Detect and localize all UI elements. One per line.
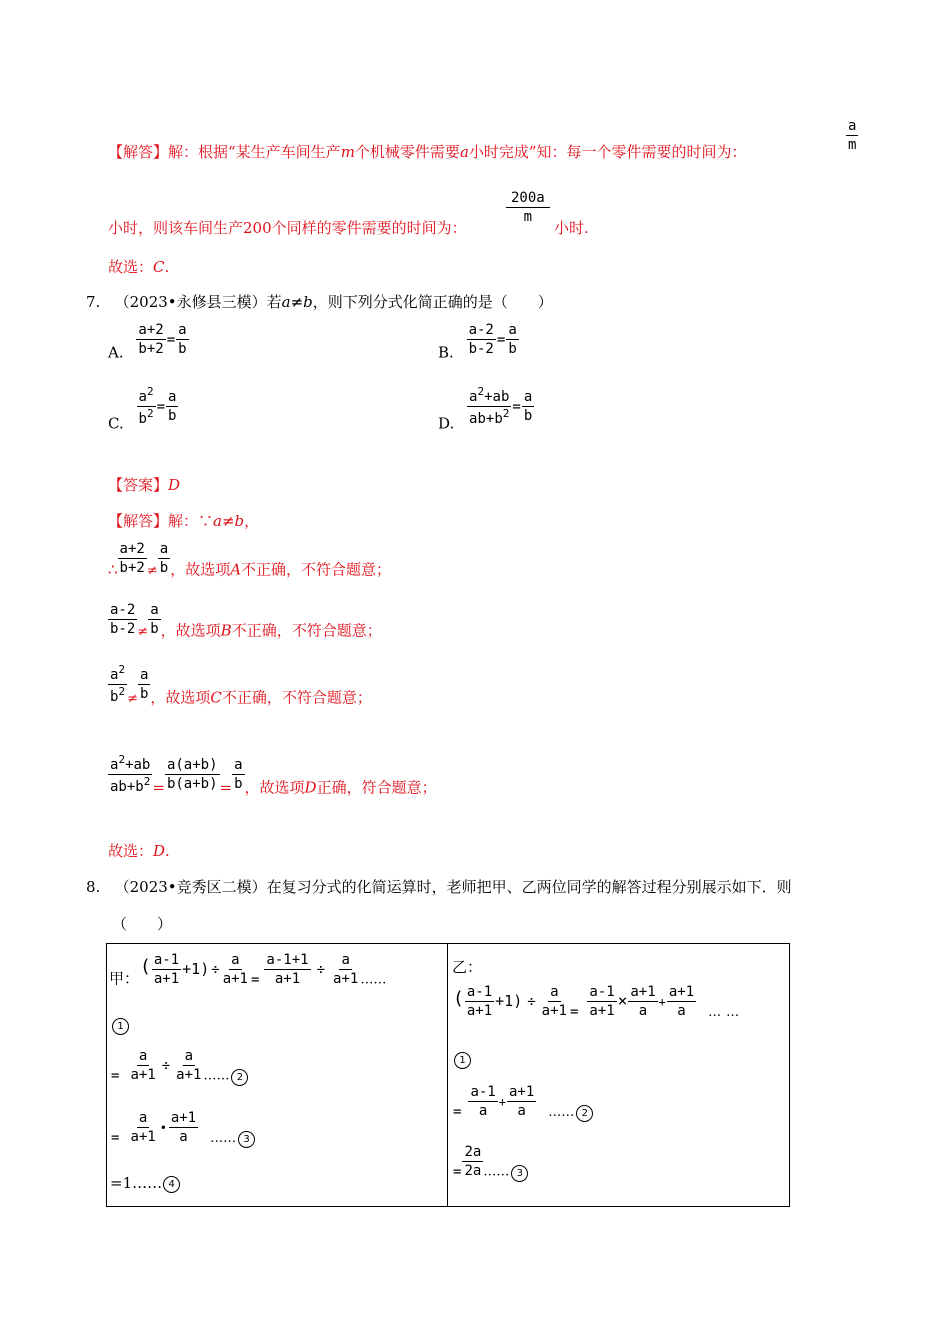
jia-line2: = $\frac{a}{a+1}$ ÷ $\frac{a}{a+1}$ …… 2	[110, 1048, 248, 1086]
q7-conclusion: 故选：D.	[108, 842, 170, 860]
yi-line3: = $\frac{2a}{2a}$ …… 3	[452, 1144, 528, 1182]
q6-total-time-fraction: $\frac{200a}{m}$	[506, 190, 550, 225]
q6-solution-line1: 【解答】解：根据“某生产车间生产m个机械零件需要a小时完成”知：每一个零件需要的时间为：	[108, 143, 747, 161]
q6-solution-line2-end: 小时.	[554, 219, 589, 237]
q7-answer: 【答案】D	[108, 476, 181, 494]
var-a: a	[459, 143, 469, 161]
q7-solution-line-d: $\frac{a^2+ab}{ab+b^2}$ = $\frac{a(a+b)}{b(a+b)}$ = $\frac{a}{b}$ ，故选项D正确，符合题意；	[110, 753, 437, 797]
q8-blank: （ ）	[112, 915, 173, 933]
jia-line1: 甲：( $\frac{a-1}{a+1}$ +1) ÷ $\frac{a}{a+1}$ = $\frac{a-1+1}{a+1}$ ÷ $\frac{a}{a+1}$ ……	[109, 952, 387, 988]
q7-solution-line-a: ∴ $\frac{a+2}{b+2}$ ≠ $\frac{a}{b}$ ，故选项A不正确，不符合题意；	[108, 541, 392, 579]
option-d[interactable]: D. $\frac{a^2+ab}{ab+b^2}$ = $\frac{a}{b}$	[438, 385, 533, 433]
question-number: 8.	[86, 878, 101, 896]
q8-stem: 8. （2023•竞秀区二模）在复习分式的化简运算时，老师把甲、乙两位同学的解答过程分别展示如下．则	[86, 878, 792, 896]
q7-solution-line-b: $\frac{a-2}{b-2}$ ≠ $\frac{a}{b}$ ，故选项B不正确，不符合题意；	[110, 602, 382, 640]
var-m: m	[340, 143, 355, 161]
yi-line2: = $\frac{a-1}{a}$ + $\frac{a+1}{a}$ …… 2	[452, 1084, 593, 1122]
q7-solution-start: 【解答】解：∵a≠b，	[108, 512, 260, 530]
yi-line1: ( $\frac{a-1}{a+1}$ +1) ÷ $\frac{a}{a+1}$ = $\frac{a-1}{a+1}$ × $\frac{a+1}{a}$ + $\frac{a+1}{a}$ … …	[453, 984, 740, 1020]
q7-solution-line-c: $\frac{a^2}{b^2}$ ≠ $\frac{a}{b}$ ，故选项C不正确，不符合题意；	[110, 663, 372, 707]
q6-solution-line2: 小时，则该车间生产200个同样的零件需要的时间为：	[108, 219, 467, 237]
yi-label: 乙：	[452, 958, 483, 976]
yi-cell	[448, 944, 790, 1207]
q7-stem: 7. （2023•永修县三模）若a≠b，则下列分式化简正确的是（ ）	[86, 293, 553, 311]
option-b[interactable]: B. $\frac{a-2}{b-2}$ = $\frac{a}{b}$	[438, 322, 517, 362]
question-number: 7.	[86, 293, 101, 311]
option-c[interactable]: C. $\frac{a^2}{b^2}$ = $\frac{a}{b}$	[108, 385, 177, 433]
yi-step1-marker: 1	[454, 1050, 471, 1069]
q8-solutions-table	[106, 943, 790, 1207]
jia-step1-marker: 1	[112, 1016, 129, 1035]
option-a[interactable]: A. $\frac{a+2}{b+2}$ = $\frac{a}{b}$	[108, 322, 187, 362]
jia-cell	[107, 944, 448, 1207]
jia-line4: =1…… 4	[110, 1174, 180, 1193]
jia-line3: = $\frac{a}{a+1}$ • $\frac{a+1}{a}$ …… 3	[110, 1110, 255, 1148]
q6-time-per-part-fraction: $\frac{a}{m}$	[848, 118, 857, 154]
solution-label: 【解答】	[108, 143, 169, 161]
q6-conclusion: 故选：C.	[108, 258, 170, 276]
